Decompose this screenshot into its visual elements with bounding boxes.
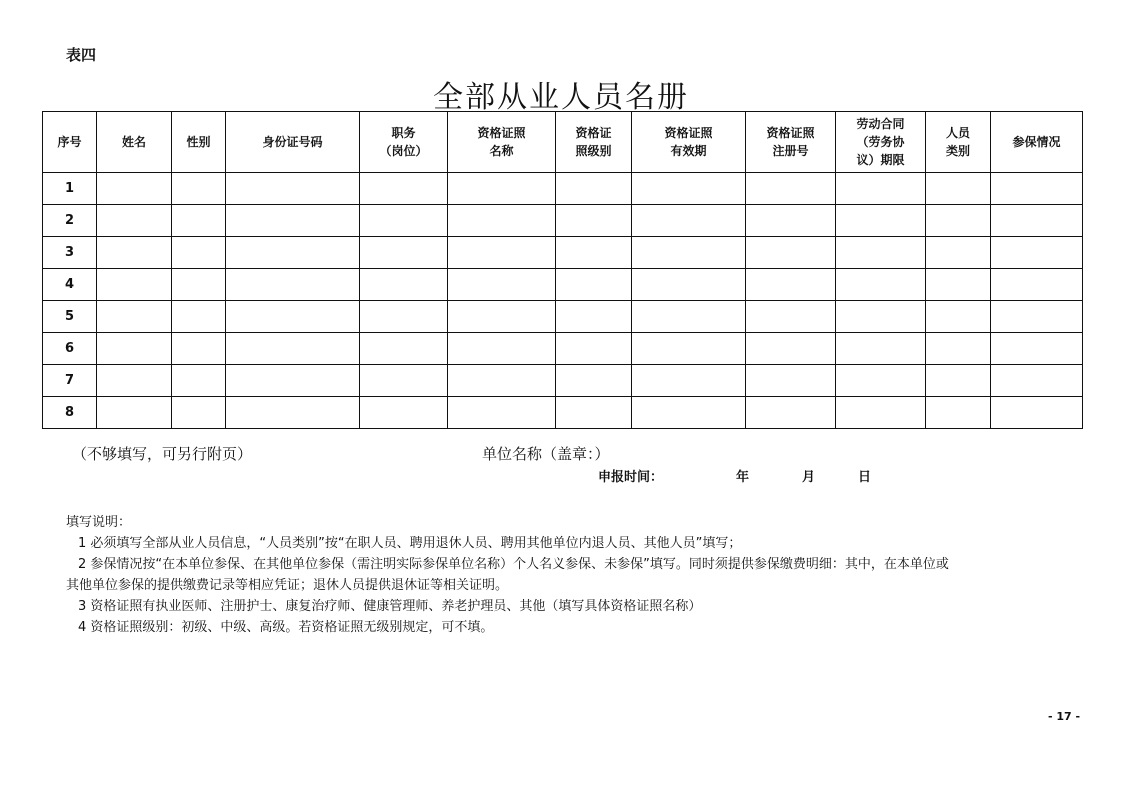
table-cell[interactable] bbox=[226, 205, 360, 237]
table-cell[interactable] bbox=[226, 365, 360, 397]
table-cell[interactable] bbox=[632, 173, 746, 205]
table-cell[interactable] bbox=[448, 269, 556, 301]
row-number: 4 bbox=[43, 269, 97, 301]
table-cell[interactable] bbox=[360, 301, 448, 333]
table-cell[interactable] bbox=[226, 333, 360, 365]
row-number: 8 bbox=[43, 397, 97, 429]
row-number: 3 bbox=[43, 237, 97, 269]
table-cell[interactable] bbox=[926, 301, 991, 333]
table-cell[interactable] bbox=[991, 269, 1083, 301]
instruction-item-2-continued: 其他单位参保的提供缴费记录等相应凭证；退休人员提供退休证等相关证明。 bbox=[66, 578, 509, 593]
table-cell[interactable] bbox=[746, 365, 836, 397]
table-cell[interactable] bbox=[448, 301, 556, 333]
table-cell[interactable] bbox=[836, 301, 926, 333]
table-row bbox=[43, 365, 1083, 397]
table-cell[interactable] bbox=[448, 333, 556, 365]
table-header-row bbox=[43, 112, 1083, 173]
table-cell[interactable] bbox=[556, 365, 632, 397]
table-row bbox=[43, 173, 1083, 205]
table-cell[interactable] bbox=[360, 173, 448, 205]
day-label: 日 bbox=[858, 470, 872, 485]
table-cell[interactable] bbox=[746, 205, 836, 237]
table-cell[interactable] bbox=[556, 237, 632, 269]
table-cell[interactable] bbox=[746, 173, 836, 205]
org-name-seal-label: 单位名称（盖章：） bbox=[482, 445, 610, 463]
table-cell[interactable] bbox=[97, 205, 172, 237]
table-cell[interactable] bbox=[632, 237, 746, 269]
instruction-item-1: 1 必须填写全部从业人员信息，“人员类别”按“在职人员、聘用退休人员、聘用其他单位内退人员、其他人员”填写； bbox=[78, 536, 742, 551]
column-header: 性别 bbox=[172, 112, 226, 173]
table-cell[interactable] bbox=[926, 333, 991, 365]
table-cell[interactable] bbox=[556, 269, 632, 301]
table-cell[interactable] bbox=[991, 205, 1083, 237]
table-cell[interactable] bbox=[836, 237, 926, 269]
table-cell[interactable] bbox=[172, 301, 226, 333]
table-cell[interactable] bbox=[556, 333, 632, 365]
table-cell[interactable] bbox=[632, 301, 746, 333]
column-header: 姓名 bbox=[97, 112, 172, 173]
table-cell[interactable] bbox=[746, 397, 836, 429]
roster-table-container bbox=[42, 111, 1082, 429]
table-row bbox=[43, 237, 1083, 269]
column-header: 身份证号码 bbox=[226, 112, 360, 173]
table-cell[interactable] bbox=[172, 397, 226, 429]
table-cell[interactable] bbox=[226, 173, 360, 205]
table-cell[interactable] bbox=[836, 397, 926, 429]
column-header: 人员 类别 bbox=[926, 112, 991, 173]
table-cell[interactable] bbox=[926, 205, 991, 237]
page-number: - 17 - bbox=[1048, 710, 1081, 723]
table-cell[interactable] bbox=[926, 397, 991, 429]
table-cell[interactable] bbox=[991, 333, 1083, 365]
table-cell[interactable] bbox=[836, 333, 926, 365]
form-label: 表四 bbox=[66, 46, 97, 64]
column-header: 资格证 照级别 bbox=[556, 112, 632, 173]
table-cell[interactable] bbox=[746, 301, 836, 333]
table-cell[interactable] bbox=[97, 269, 172, 301]
table-cell[interactable] bbox=[172, 269, 226, 301]
table-cell[interactable] bbox=[97, 301, 172, 333]
column-header: 资格证照 注册号 bbox=[746, 112, 836, 173]
table-cell[interactable] bbox=[226, 397, 360, 429]
table-cell[interactable] bbox=[226, 269, 360, 301]
table-cell[interactable] bbox=[632, 269, 746, 301]
month-label: 月 bbox=[802, 470, 816, 485]
table-cell[interactable] bbox=[991, 237, 1083, 269]
additional-pages-note: （不够填写，可另行附页） bbox=[72, 445, 253, 463]
table-row bbox=[43, 333, 1083, 365]
table-cell[interactable] bbox=[991, 173, 1083, 205]
table-cell[interactable] bbox=[360, 205, 448, 237]
column-header: 参保情况 bbox=[991, 112, 1083, 173]
table-cell[interactable] bbox=[360, 269, 448, 301]
row-number: 5 bbox=[43, 301, 97, 333]
table-cell[interactable] bbox=[836, 269, 926, 301]
table-cell[interactable] bbox=[632, 333, 746, 365]
table-cell[interactable] bbox=[172, 205, 226, 237]
table-cell[interactable] bbox=[97, 333, 172, 365]
instruction-item-3: 3 资格证照有执业医师、注册护士、康复治疗师、健康管理师、养老护理员、其他（填写具体资格证照名称） bbox=[78, 599, 702, 614]
table-row bbox=[43, 301, 1083, 333]
table-row bbox=[43, 397, 1083, 429]
table-row bbox=[43, 205, 1083, 237]
year-label: 年 bbox=[736, 470, 750, 485]
table-cell[interactable] bbox=[97, 173, 172, 205]
table-cell[interactable] bbox=[746, 333, 836, 365]
column-header: 序号 bbox=[43, 112, 97, 173]
instruction-item-2: 2 参保情况按“在本单位参保、在其他单位参保（需注明实际参保单位名称）个人名义参保、未参保”填写。同时须提供参保缴费明细：其中，在本单位或 bbox=[78, 557, 949, 572]
table-cell[interactable] bbox=[556, 301, 632, 333]
table-row bbox=[43, 269, 1083, 301]
table-cell[interactable] bbox=[926, 237, 991, 269]
table-cell[interactable] bbox=[360, 365, 448, 397]
table-cell[interactable] bbox=[97, 237, 172, 269]
table-cell[interactable] bbox=[836, 173, 926, 205]
table-cell[interactable] bbox=[226, 301, 360, 333]
instructions-title: 填写说明： bbox=[66, 515, 132, 530]
column-header: 资格证照 有效期 bbox=[632, 112, 746, 173]
table-cell[interactable] bbox=[926, 173, 991, 205]
table-cell[interactable] bbox=[448, 365, 556, 397]
table-cell[interactable] bbox=[360, 397, 448, 429]
table-cell[interactable] bbox=[632, 365, 746, 397]
table-cell[interactable] bbox=[836, 365, 926, 397]
table-cell[interactable] bbox=[632, 397, 746, 429]
table-cell[interactable] bbox=[172, 173, 226, 205]
table-cell[interactable] bbox=[746, 269, 836, 301]
table-cell[interactable] bbox=[556, 205, 632, 237]
table-cell[interactable] bbox=[360, 237, 448, 269]
table-cell[interactable] bbox=[632, 205, 746, 237]
table-cell[interactable] bbox=[746, 237, 836, 269]
page-title: 全部从业人员名册 bbox=[433, 80, 689, 115]
row-number: 7 bbox=[43, 365, 97, 397]
roster-table bbox=[42, 111, 1083, 429]
table-cell[interactable] bbox=[448, 173, 556, 205]
row-number: 1 bbox=[43, 173, 97, 205]
table-cell[interactable] bbox=[172, 333, 226, 365]
table-body bbox=[43, 173, 1083, 429]
row-number: 6 bbox=[43, 333, 97, 365]
table-cell[interactable] bbox=[926, 269, 991, 301]
table-cell[interactable] bbox=[97, 365, 172, 397]
column-header: 劳动合同 （劳务协 议）期限 bbox=[836, 112, 926, 173]
table-cell[interactable] bbox=[991, 365, 1083, 397]
table-cell[interactable] bbox=[556, 173, 632, 205]
row-number: 2 bbox=[43, 205, 97, 237]
table-cell[interactable] bbox=[991, 301, 1083, 333]
table-cell[interactable] bbox=[448, 205, 556, 237]
table-cell[interactable] bbox=[991, 397, 1083, 429]
table-cell[interactable] bbox=[448, 237, 556, 269]
table-cell[interactable] bbox=[172, 365, 226, 397]
table-cell[interactable] bbox=[360, 333, 448, 365]
instructions bbox=[66, 512, 1086, 638]
column-header: 职务 （岗位） bbox=[360, 112, 448, 173]
instruction-item-4: 4 资格证照级别：初级、中级、高级。若资格证照无级别规定，可不填。 bbox=[78, 620, 494, 635]
column-header: 资格证照 名称 bbox=[448, 112, 556, 173]
table-cell[interactable] bbox=[97, 397, 172, 429]
submit-date-label: 申报时间： bbox=[598, 470, 664, 485]
table-cell[interactable] bbox=[836, 205, 926, 237]
table-cell[interactable] bbox=[556, 397, 632, 429]
table-cell[interactable] bbox=[448, 397, 556, 429]
table-cell[interactable] bbox=[226, 237, 360, 269]
table-cell[interactable] bbox=[926, 365, 991, 397]
table-cell[interactable] bbox=[172, 237, 226, 269]
